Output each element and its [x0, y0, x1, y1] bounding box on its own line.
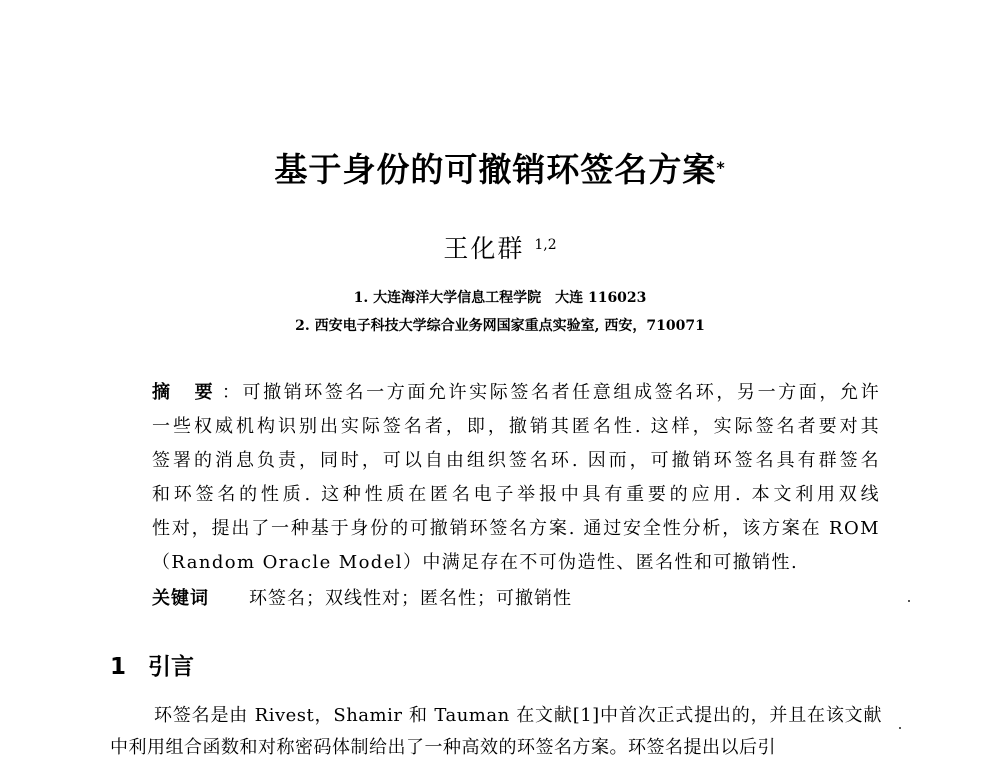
keywords — [152, 584, 572, 614]
author-affiliation-marks: 1,2 — [534, 237, 557, 253]
abstract-line: 签署的消息负责，同时，可以自由组织签名环. 因而，可撤销环签名具有群签名 — [152, 450, 880, 471]
affiliation-2: 2. 西安电子科技大学综合业务网国家重点实验室, 西安，710071 — [295, 318, 705, 334]
keywords-list: 环签名；双线性对；匿名性；可撤销性 — [249, 588, 572, 609]
abstract-line: 性对，提出了一种基于身份的可撤销环签名方案. 通过安全性分析，该方案在 ROM — [152, 518, 880, 539]
section-title: 引言 — [148, 654, 195, 680]
abstract-line: 一些权威机构识别出实际签名者，即，撤销其匿名性. 这样，实际签名者要对其 — [152, 416, 880, 437]
abstract-line: 和环签名的性质. 这种性质在匿名电子举报中具有重要的应用. 本文利用双线 — [152, 484, 880, 505]
scan-speck — [908, 600, 910, 602]
scan-speck — [899, 727, 901, 729]
abstract-label: 摘 要 — [152, 382, 222, 403]
keywords-label: 关键词 — [152, 588, 209, 609]
section-heading — [110, 650, 194, 684]
abstract-line: 摘 要：可撤销环签名一方面允许实际签名者任意组成签名环，另一方面，允许 — [152, 382, 880, 403]
abstract-line: （Random Oracle Model）中满足存在不可伪造性、匿名性和可撤销性. — [152, 552, 799, 573]
paper-title: 基于身份的可撤销环签名方案* — [274, 150, 726, 189]
abstract — [152, 376, 880, 580]
section-number: 1 — [110, 654, 127, 680]
body-paragraph: 环签名是由 Rivest，Shamir 和 Tauman 在文献[1]中首次正式提出的，并且在该文献中利用组合函数和对称密码体制给出了一种高效的环签名方案。环签名提出以后引 — [110, 705, 882, 758]
affiliation-1: 1. 大连海洋大学信息工程学院 大连 116023 — [353, 290, 647, 306]
title-footnote-mark: * — [716, 158, 726, 177]
author-name: 王化群 $^{1,2}$ — [443, 234, 557, 263]
